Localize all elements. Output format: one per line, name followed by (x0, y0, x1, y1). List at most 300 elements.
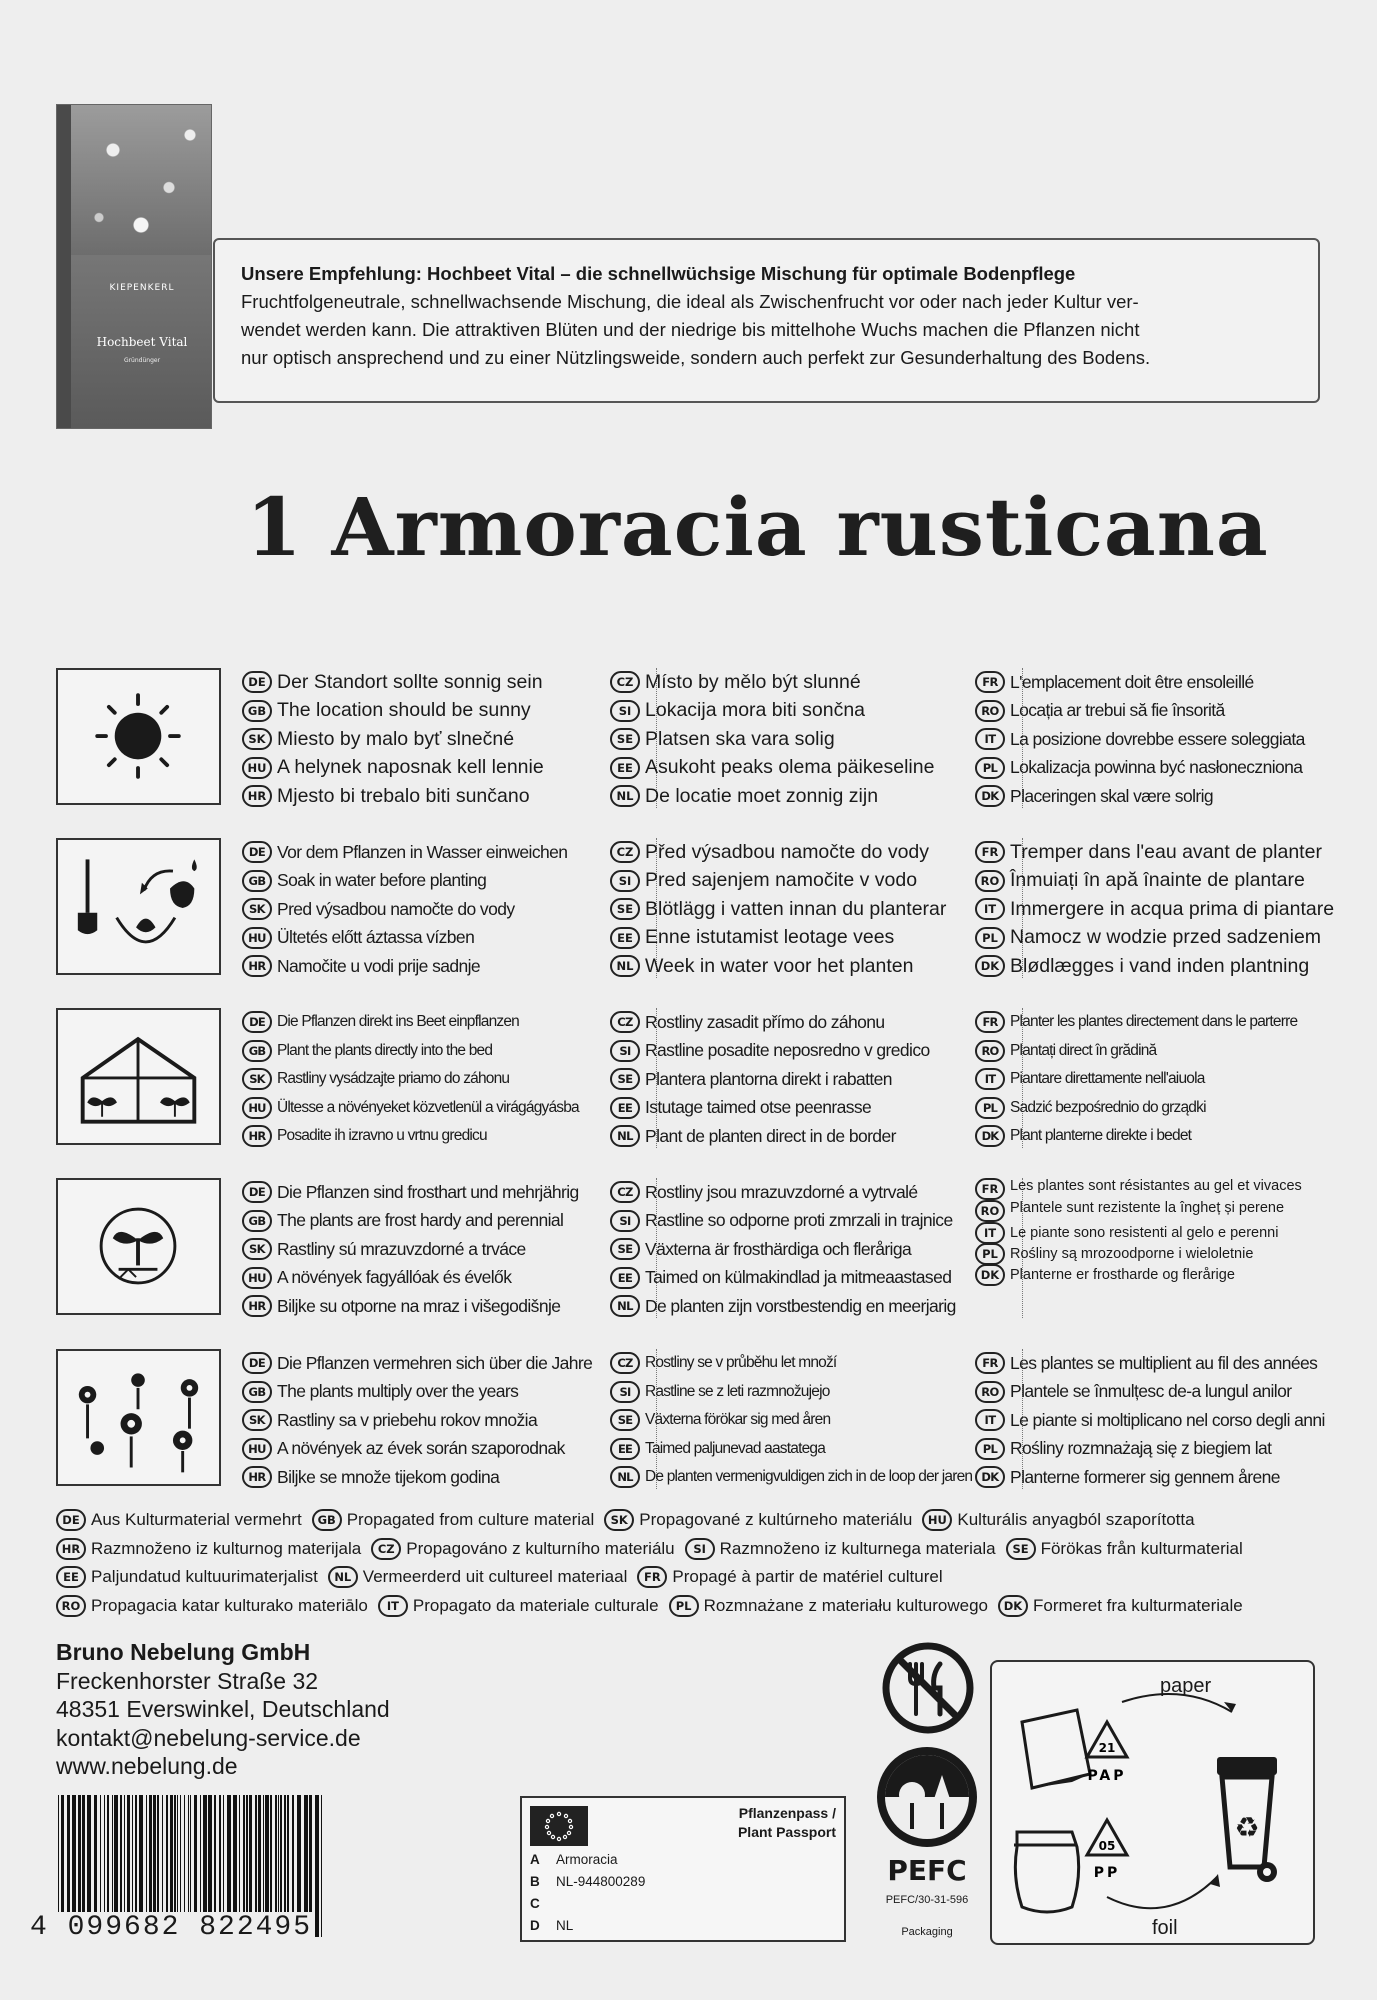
propagation-text: Propagated from culture material (346, 1510, 595, 1530)
instruction-text: Miesto by malo byť slnečné (277, 727, 515, 750)
instruction-text: Rostliny jsou mrazuvzdorné a vytrvalé (645, 1181, 918, 1202)
instruction-line (242, 754, 654, 783)
instruction-line (242, 895, 654, 924)
instruction-text: Växterna är frosthärdiga och fleråriga (645, 1238, 912, 1259)
country-code-badge: SE (610, 728, 640, 750)
country-code-badge: HU (242, 1097, 272, 1119)
language-column (610, 1008, 1020, 1151)
country-code-badge: PL (669, 1595, 699, 1617)
language-column (975, 668, 1377, 811)
propagation-line (56, 1506, 1346, 1535)
country-code-badge: FR (975, 671, 1005, 693)
country-code-badge: RO (975, 1040, 1005, 1062)
country-code-badge: CZ (610, 671, 640, 693)
country-code-badge: CZ (610, 841, 640, 863)
instruction-line (242, 1178, 654, 1207)
country-code-badge: HU (242, 927, 272, 949)
country-code-badge: SI (685, 1538, 715, 1560)
instruction-line (975, 754, 1377, 783)
country-code-badge: SK (242, 728, 272, 750)
barcode-bar (180, 1795, 181, 1915)
country-code-badge: SI (610, 870, 640, 892)
instruction-line (610, 1406, 1020, 1435)
instruction-line (242, 1037, 654, 1066)
country-code-badge: IT (975, 1409, 1005, 1431)
instruction-line (610, 867, 1020, 896)
instruction-line (975, 1178, 1377, 1200)
instruction-text: Plantele se înmulțesc de-a lungul anilor (1010, 1381, 1292, 1402)
country-code-badge: HR (242, 1466, 272, 1488)
country-code-badge: DK (975, 1125, 1005, 1147)
barcode-bar (184, 1795, 185, 1915)
flowers-multiply-icon (56, 1349, 221, 1486)
recommendation-line: Fruchtfolgeneutrale, schnellwachsende Mischung, die ideal als Zwischenfrucht vor oder nach jeder Kultur ver- (241, 291, 1139, 312)
propagation-text: Rozmnażane z materiału kulturowego (703, 1595, 988, 1615)
instruction-text: Pred výsadbou namočte do vody (277, 898, 515, 919)
propagation-text: Razmnoženo iz kulturnog materijala (91, 1538, 362, 1558)
country-code-badge: RO (975, 1381, 1005, 1403)
instruction-line (242, 1406, 654, 1435)
barcode-bar (177, 1795, 178, 1915)
instruction-text: Rastliny sa v priebehu rokov množia (277, 1409, 538, 1430)
instruction-line (610, 1207, 1020, 1236)
instruction-line (242, 1349, 654, 1378)
instruction-line (610, 1008, 1020, 1037)
barcode-bar (127, 1795, 130, 1915)
country-code-badge: RO (975, 870, 1005, 892)
country-code-badge: FR (975, 1178, 1005, 1200)
instruction-text: De planten vermenigvuldigen zich in de loop der jaren (645, 1468, 973, 1486)
instruction-text: Rastliny vysádzajte priamo do záhonu (277, 1070, 510, 1088)
instruction-line (975, 1435, 1377, 1464)
instruction-line (975, 1349, 1377, 1378)
country-code-badge: EE (56, 1566, 86, 1588)
barcode-bar (166, 1795, 168, 1915)
country-code-badge: DK (975, 1264, 1005, 1286)
barcode-bar (194, 1795, 197, 1915)
country-code-badge: PL (975, 1243, 1005, 1265)
country-code-badge: SE (610, 1238, 640, 1260)
barcode-bar (219, 1795, 221, 1915)
instruction-text: Rastline posadite neposredno v gredico (645, 1040, 930, 1061)
instruction-text: Sadzić bezpośrednio do grządki (1010, 1098, 1206, 1116)
barcode-bar (157, 1795, 159, 1915)
instruction-line (242, 725, 654, 754)
language-column (610, 668, 1020, 811)
company-name: Bruno Nebelung GmbH (56, 1639, 311, 1665)
barcode-bar (149, 1795, 152, 1915)
package-brand: KIEPENKERL (109, 283, 175, 293)
country-code-badge: SE (1006, 1538, 1036, 1560)
barcode-bar (100, 1795, 101, 1915)
frost-hardy-icon (56, 1178, 221, 1315)
instruction-text: Plant planterne direkte i bedet (1010, 1127, 1192, 1145)
country-code-badge: HU (922, 1509, 952, 1531)
propagation-line (56, 1563, 1346, 1592)
country-code-badge: IT (975, 728, 1005, 750)
instruction-text: Biljke se množe tijekom godina (277, 1466, 500, 1487)
country-code-badge: SK (242, 1068, 272, 1090)
pap-number: 21 (1098, 1741, 1116, 1755)
instruction-line (975, 668, 1377, 697)
barcode-bar (297, 1795, 301, 1915)
country-code-badge: RO (56, 1595, 86, 1617)
instruction-line (610, 1122, 1020, 1151)
country-code-badge: IT (975, 1068, 1005, 1090)
country-code-badge: GB (242, 870, 272, 892)
country-code-badge: FR (975, 1352, 1005, 1374)
barcode-bar (162, 1795, 163, 1915)
country-code-badge: DK (975, 1466, 1005, 1488)
country-code-badge: HU (242, 1438, 272, 1460)
instruction-text: Blødlægges i vand inden plantning (1010, 954, 1310, 977)
instruction-text: Plantele sunt rezistente la îngheț și perene (1010, 1200, 1285, 1216)
barcode-bar (146, 1795, 147, 1915)
barcode-bar (139, 1795, 143, 1915)
instruction-text: Lokacija mora biti sončna (645, 699, 866, 722)
instruction-text: Die Pflanzen direkt ins Beet einpflanzen (277, 1013, 519, 1031)
barcode-number: 4 099682 822495 (30, 1912, 313, 1943)
pp-recycling-icon (1087, 1820, 1127, 1881)
instruction-line (975, 1122, 1377, 1151)
instruction-text: Před výsadbou namočte do vody (645, 840, 930, 863)
instruction-text: Placeringen skal være solrig (1010, 785, 1214, 806)
instruction-line (610, 1435, 1020, 1464)
country-code-badge: DK (975, 955, 1005, 977)
country-code-badge: DE (242, 1011, 272, 1033)
instruction-line (610, 1037, 1020, 1066)
barcode-bar (78, 1795, 81, 1915)
instruction-text: Planterne formerer sig gennem årene (1010, 1466, 1280, 1487)
country-code-badge: PL (975, 757, 1005, 779)
instruction-text: Plant the plants directly into the bed (277, 1041, 493, 1059)
passport-row-b: B NL-944800289 (530, 1874, 646, 1889)
country-code-badge: CZ (610, 1352, 640, 1374)
instruction-text: Rośliny są mrozoodporne i wieloletnie (1010, 1245, 1254, 1262)
barcode-bar (208, 1795, 212, 1915)
propagation-text: Kulturális anyagból szaporította (957, 1510, 1195, 1530)
country-code-badge: EE (610, 757, 640, 779)
recommendation-line: nur optisch ansprechend und zu einer Nützlingsweide, sondern auch perfekt zur Gesunderhaltung des Bodens. (241, 347, 1151, 368)
passport-row-d: D NL (530, 1918, 574, 1933)
instruction-line (610, 1349, 1020, 1378)
country-code-badge: DE (242, 1181, 272, 1203)
barcode-bar (104, 1795, 105, 1915)
country-code-badge: SE (610, 898, 640, 920)
instruction-line (975, 697, 1377, 726)
instruction-text: Le piante si moltiplicano nel corso degli anni (1010, 1409, 1325, 1430)
instruction-line (242, 697, 654, 726)
instruction-text: Plant de planten direct in de border (645, 1125, 896, 1146)
country-code-badge: EE (610, 927, 640, 949)
country-code-badge: EE (610, 1267, 640, 1289)
country-code-badge: FR (975, 1011, 1005, 1033)
instruction-line (975, 1264, 1377, 1285)
pp-number: 05 (1098, 1839, 1116, 1853)
instruction-text: Der Standort sollte sonnig sein (277, 670, 543, 693)
instruction-line (610, 1094, 1020, 1123)
instruction-text: Plantera plantorna direkt i rabatten (645, 1068, 892, 1089)
barcode-bar (120, 1795, 122, 1915)
language-column (610, 838, 1020, 981)
instruction-line (975, 1463, 1377, 1492)
package-subtitle: Gründünger (123, 357, 161, 364)
instruction-text: Rostliny se v průběhu let množí (645, 1354, 837, 1372)
country-code-badge: FR (637, 1566, 667, 1588)
barcode-bar (243, 1795, 245, 1915)
country-code-badge: SK (604, 1509, 634, 1531)
greenhouse-icon (56, 1008, 221, 1145)
instruction-text: Planterne er frostharde og flerårige (1010, 1266, 1235, 1283)
trash-bin-icon (1217, 1757, 1277, 1882)
barcode-bar (287, 1795, 289, 1915)
country-code-badge: PL (975, 927, 1005, 949)
email: kontakt@nebelung-service.de (56, 1724, 361, 1751)
pap-label: PAP (1087, 1768, 1127, 1784)
country-code-badge: RO (975, 700, 1005, 722)
instruction-text: A növények fagyállóak és évelők (277, 1267, 512, 1288)
country-code-badge: EE (610, 1438, 640, 1460)
instruction-line (242, 1008, 654, 1037)
instruction-line (242, 838, 654, 867)
barcode-bar (124, 1795, 125, 1915)
country-code-badge: DE (242, 841, 272, 863)
instruction-line (975, 725, 1377, 754)
instruction-text: Les plantes se multiplient au fil des années (1010, 1352, 1318, 1373)
instruction-line (242, 924, 654, 953)
instruction-line (242, 1378, 654, 1407)
pap-recycling-icon (1087, 1722, 1127, 1784)
barcode-bar (280, 1795, 282, 1915)
propagation-text: Paljundatud kultuurimaterjalist (91, 1567, 318, 1587)
country-code-badge: GB (242, 1210, 272, 1232)
barcode-bar (112, 1795, 113, 1915)
language-column (975, 1008, 1377, 1151)
instruction-line (242, 1235, 654, 1264)
passport-row-c: C (530, 1896, 540, 1911)
instruction-text: Mjesto bi trebalo biti sunčano (277, 784, 530, 807)
instruction-line (975, 1094, 1377, 1123)
instruction-line (242, 1463, 654, 1492)
instruction-text: Posadite ih izravno u vrtnu gredicu (277, 1127, 487, 1145)
instruction-text: Die Pflanzen sind frosthart und mehrjährig (277, 1181, 579, 1202)
instruction-line (242, 1264, 654, 1293)
pefc-logo (858, 1745, 996, 1945)
propagation-text: Propagováno z kulturního materiálu (406, 1538, 675, 1558)
instruction-text: Platsen ska vara solig (645, 727, 835, 750)
instruction-line (610, 895, 1020, 924)
instruction-line (975, 1378, 1377, 1407)
barcode-bar (87, 1795, 91, 1915)
instruction-text: Piantare direttamente nell'aiuola (1010, 1070, 1205, 1088)
pouch-icon (1014, 1832, 1079, 1912)
country-code-badge: NL (610, 1295, 640, 1317)
propagation-text: Propagato da materiale culturale (412, 1595, 659, 1615)
barcode-bar (174, 1795, 176, 1915)
instruction-line (610, 1463, 1020, 1492)
instruction-text: Locația ar trebui să fie însorită (1010, 700, 1225, 721)
street: Freckenhorster Straße 32 (56, 1667, 319, 1694)
instruction-text: Pred sajenjem namočite v vodo (645, 869, 918, 892)
city: 48351 Everswinkel, Deutschland (56, 1696, 390, 1722)
recommendation-line: wendet werden kann. Die attraktiven Blüten und der niedrige bis mittelhohe Wuchs machen die Pflanzen nicht (241, 319, 1140, 340)
barcode-bar (278, 1795, 279, 1915)
not-edible-icon (880, 1640, 976, 1736)
instruction-line (610, 1178, 1020, 1207)
instruction-text: La posizione dovrebbe essere soleggiata (1010, 728, 1305, 749)
instruction-text: A növények az évek során szaporodnak (277, 1438, 565, 1459)
recommendation-heading: Unsere Empfehlung: Hochbeet Vital – die schnellwüchsige Mischung für optimale Bodenpflege (241, 263, 1076, 284)
country-code-badge: SI (610, 1210, 640, 1232)
instruction-line (975, 1243, 1377, 1264)
instruction-line (610, 1292, 1020, 1321)
language-column (242, 1349, 654, 1492)
country-code-badge: FR (975, 841, 1005, 863)
country-code-badge: GB (242, 1381, 272, 1403)
barcode-bar (214, 1795, 216, 1915)
foil-label: foil (1152, 1917, 1178, 1939)
country-code-badge: GB (312, 1509, 342, 1531)
propagation-text: Förökas från kulturmaterial (1040, 1538, 1243, 1558)
country-code-badge: NL (610, 1125, 640, 1147)
country-code-badge: DE (56, 1509, 86, 1531)
language-column (975, 838, 1377, 981)
pefc-label: PEFC (887, 1854, 967, 1887)
recommendation-box (213, 238, 1320, 403)
country-code-badge: CZ (610, 1181, 640, 1203)
country-code-badge: SI (610, 1381, 640, 1403)
language-column (975, 1349, 1377, 1492)
propagation-text: Propagé à partir de matériel culturel (672, 1567, 943, 1587)
page-title: 1 Armoracia rusticana (246, 480, 1269, 574)
barcode-bar (82, 1795, 85, 1915)
passport-title (738, 1804, 836, 1842)
barcode-bar (135, 1795, 137, 1915)
instruction-text: Namocz w wodzie przed sadzeniem (1010, 926, 1322, 949)
instruction-text: De planten zijn vorstbestendig en meerjarig (645, 1295, 956, 1316)
instruction-line (242, 867, 654, 896)
instruction-line (975, 924, 1377, 953)
country-code-badge: EE (610, 1097, 640, 1119)
instruction-text: The location should be sunny (277, 699, 531, 722)
barcode-bar (292, 1795, 294, 1915)
country-code-badge: CZ (610, 1011, 640, 1033)
country-code-badge: PL (975, 1438, 1005, 1460)
country-code-badge: SE (610, 1409, 640, 1431)
propagation-text: Formeret fra kulturmateriale (1033, 1595, 1243, 1615)
pefc-packaging: Packaging (901, 1926, 953, 1938)
barcode-bar (94, 1795, 97, 1915)
barcode-bar (321, 1795, 322, 1937)
language-column (242, 1008, 654, 1151)
barcode-bar (132, 1795, 133, 1915)
package-name: Hochbeet Vital (96, 335, 188, 349)
passport-row-a: A Armoracia (530, 1852, 618, 1867)
instruction-text: Planter les plantes directement dans le parterre (1010, 1013, 1298, 1031)
language-column (610, 1178, 1020, 1321)
recycling-info (990, 1660, 1315, 1945)
instruction-line (610, 1235, 1020, 1264)
instruction-text: A helynek naposnak kell lennie (277, 756, 544, 779)
instruction-line (242, 952, 654, 981)
country-code-badge: IT (975, 898, 1005, 920)
country-code-badge: GB (242, 1040, 272, 1062)
instruction-line (610, 782, 1020, 811)
instruction-line (975, 1200, 1377, 1222)
instruction-text: Immergere in acqua prima di piantare (1010, 897, 1335, 920)
sun-icon (56, 668, 221, 805)
language-column (975, 1178, 1377, 1285)
instruction-text: Vor dem Pflanzen in Wasser einweichen (277, 841, 568, 862)
propagation-text: Vermeerderd uit cultureel materiaal (362, 1567, 628, 1587)
svg-text:♻: ♻ (1234, 1811, 1260, 1844)
country-code-badge: HU (242, 757, 272, 779)
country-code-badge: HR (242, 1295, 272, 1317)
barcode-bar (249, 1795, 252, 1915)
propagation-text: Razmnoženo iz kulturnega materiala (719, 1538, 996, 1558)
instruction-line (242, 1122, 654, 1151)
instruction-text: Asukoht peaks olema päikeseline (645, 756, 935, 779)
website: www.nebelung.de (56, 1753, 238, 1779)
instruction-text: Rastline se z leti razmnožujejo (645, 1382, 830, 1400)
instruction-line (975, 952, 1377, 981)
instruction-line (610, 924, 1020, 953)
language-column (242, 668, 654, 811)
language-column (242, 838, 654, 981)
instruction-text: Soak in water before planting (277, 870, 487, 891)
passport-title-line: Pflanzenpass / (738, 1805, 836, 1821)
barcode-bar (284, 1795, 286, 1915)
barcode-bar (275, 1795, 277, 1915)
paper-label: paper (1160, 1675, 1212, 1697)
instruction-text: Plantați direct în grădină (1010, 1041, 1157, 1059)
instruction-text: Enne istutamist leotage vees (645, 926, 895, 949)
country-code-badge: NL (610, 785, 640, 807)
country-code-badge: SE (610, 1068, 640, 1090)
paper-sheet-icon (1022, 1710, 1090, 1788)
country-code-badge: SI (610, 700, 640, 722)
instruction-line (610, 1065, 1020, 1094)
barcode-bar (223, 1795, 224, 1915)
company-address (56, 1638, 390, 1781)
instruction-line (242, 1292, 654, 1321)
barcode-bar (255, 1795, 257, 1915)
instruction-line (610, 1264, 1020, 1293)
instruction-line (610, 668, 1020, 697)
instruction-text: Înmuiați în apă înainte de plantare (1010, 869, 1305, 892)
instruction-line (242, 1207, 654, 1236)
country-code-badge: NL (610, 955, 640, 977)
barcode-bar (270, 1795, 272, 1915)
pefc-code: PEFC/30-31-596 (885, 1894, 969, 1906)
country-code-badge: DK (975, 785, 1005, 807)
instruction-line (975, 867, 1377, 896)
instruction-line (975, 1037, 1377, 1066)
country-code-badge: NL (328, 1566, 358, 1588)
language-column (610, 1349, 1020, 1492)
instruction-line (242, 782, 654, 811)
barcode-bar (153, 1795, 156, 1915)
barcode-bar (304, 1795, 308, 1915)
propagation-text: Aus Kulturmaterial vermehrt (91, 1510, 302, 1530)
instruction-line (610, 697, 1020, 726)
instruction-line (975, 1222, 1377, 1243)
barcode-bar (170, 1795, 173, 1915)
plant-passport (520, 1796, 846, 1942)
instruction-text: Week in water voor het planten (645, 954, 914, 977)
barcode-bar (67, 1795, 70, 1915)
instruction-text: Växterna förökar sig med åren (645, 1411, 831, 1429)
